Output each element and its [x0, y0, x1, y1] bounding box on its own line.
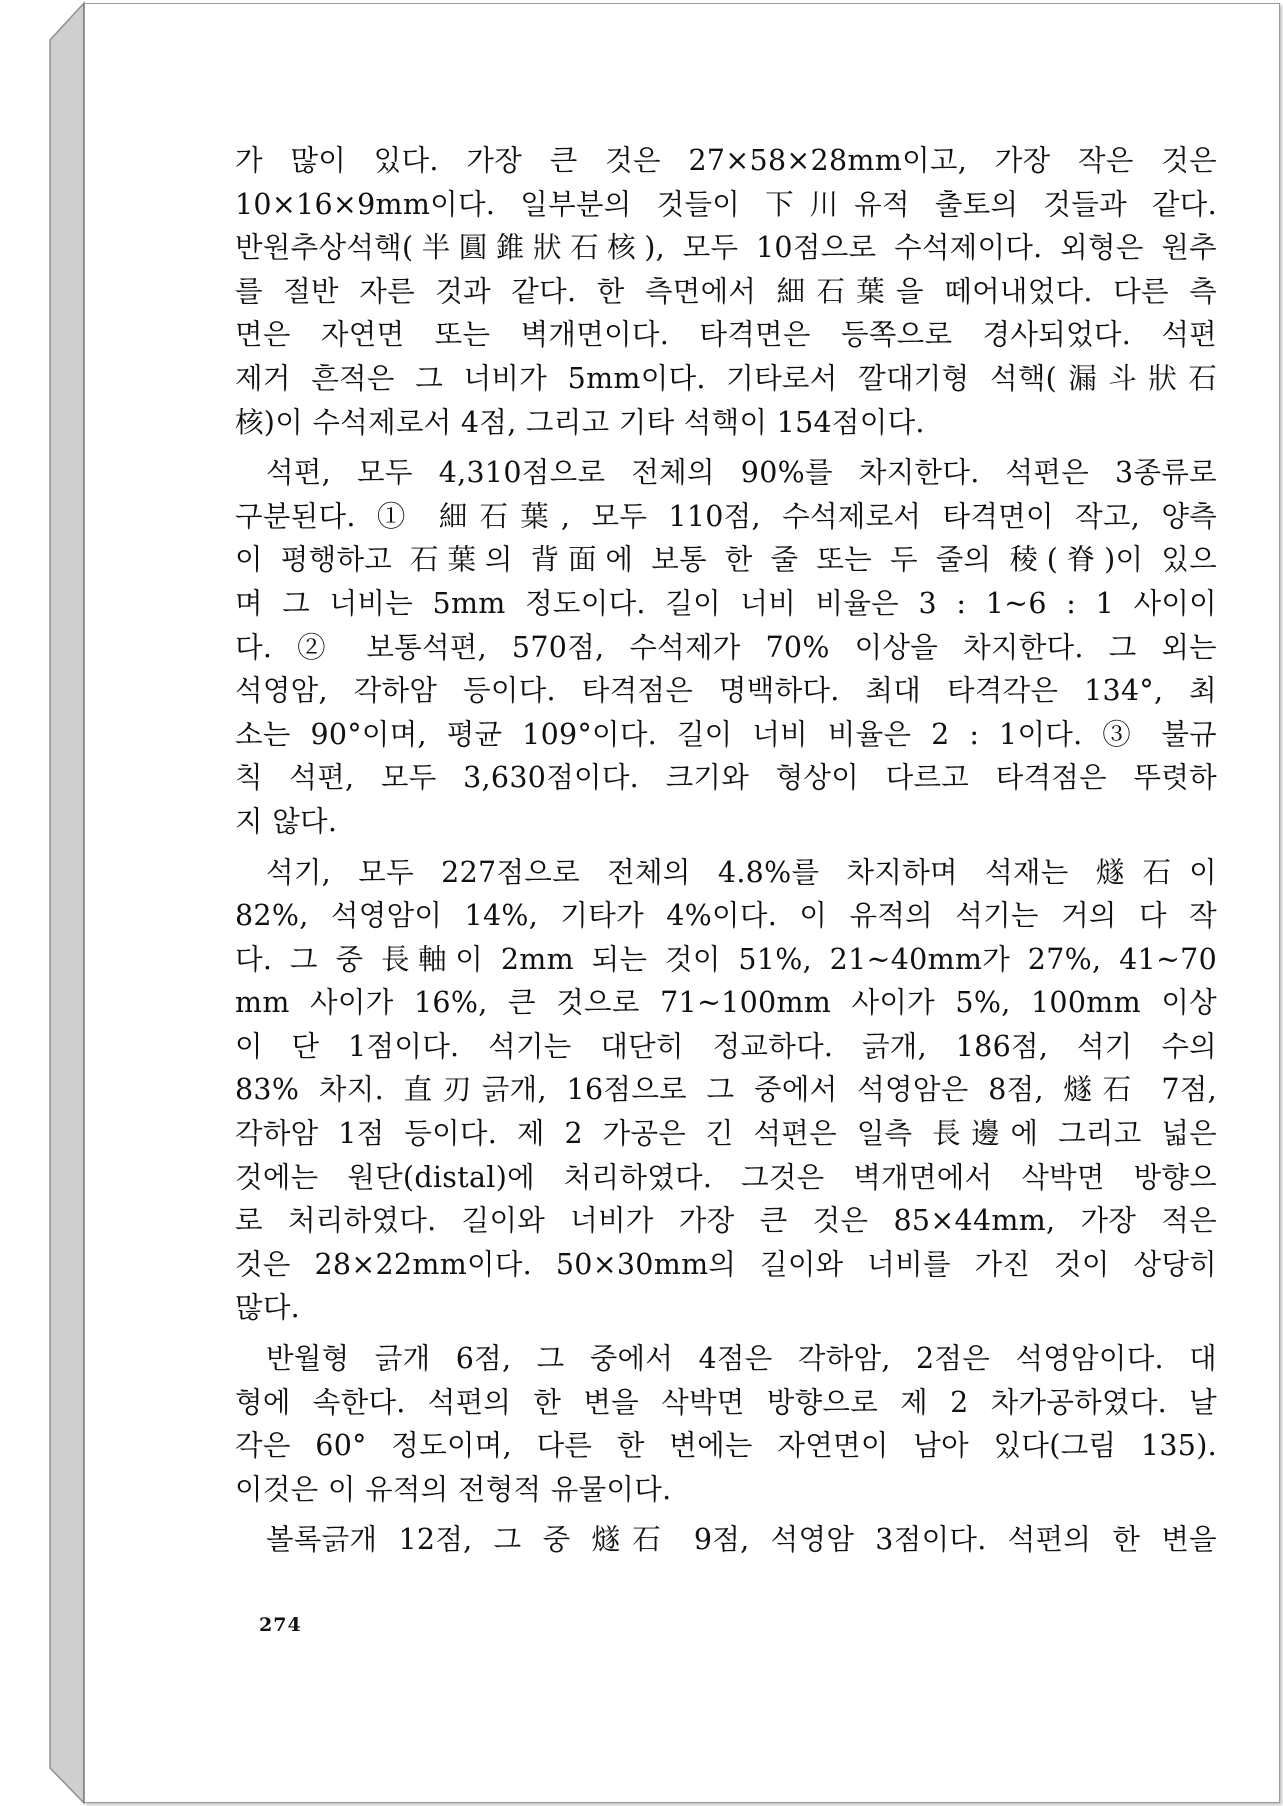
- text-line: 이 평행하고 石葉의 背面에 보통 한 줄 또는 두 줄의 稜(脊)이 있으: [235, 543, 1217, 577]
- page-number: 274: [259, 1614, 302, 1636]
- text-line: 볼록긁개 12점, 그 중 燧石 9점, 석영암 3점이다. 석편의 한 변을: [266, 1523, 1217, 1557]
- paragraph-gap: [235, 1511, 1217, 1518]
- text-line: 10×16×9mm이다. 일부분의 것들이 下川유적 출토의 것들과 같다.: [235, 187, 1217, 221]
- text-line: 면은 자연면 또는 벽개면이다. 타격면은 등쪽으로 경사되었다. 석편: [235, 318, 1217, 352]
- book-page: [84, 3, 1280, 1803]
- text-line: 반월형 긁개 6점, 그 중에서 4점은 각하암, 2점은 석영암이다. 대: [266, 1342, 1217, 1376]
- text-line: 석기, 모두 227점으로 전체의 4.8%를 차지하며 석재는 燧石이: [266, 855, 1217, 889]
- text-line: 구분된다. ① 細石葉, 모두 110점, 수석제로서 타격면이 작고, 양측: [235, 499, 1217, 533]
- text-line: 석편, 모두 4,310점으로 전체의 90%를 차지한다. 석편은 3종류로: [266, 456, 1217, 490]
- text-line: 이 단 1점이다. 석기는 대단히 정교하다. 긁개, 186점, 석기 수의: [235, 1029, 1217, 1063]
- text-line: 것은 28×22mm이다. 50×30mm의 길이와 너비를 가진 것이 상당히: [235, 1247, 1217, 1281]
- text-line: 석영암, 각하암 등이다. 타격점은 명백하다. 최대 타격각은 134°, 최: [235, 674, 1217, 708]
- text-line: 많다.: [235, 1291, 301, 1325]
- text-line: 각하암 1점 등이다. 제 2 가공은 긴 석편은 일측 長邊에 그리고 넓은: [235, 1117, 1217, 1151]
- text-line: 다. ② 보통석편, 570점, 수석제가 70% 이상을 차지한다. 그 외는: [235, 630, 1217, 664]
- text-line: 를 절반 자른 것과 같다. 한 측면에서 細石葉을 떼어내었다. 다른 측: [235, 274, 1217, 308]
- text-line: mm 사이가 16%, 큰 것으로 71~100mm 사이가 5%, 100mm 이상: [235, 986, 1217, 1020]
- text-line: 가 많이 있다. 가장 큰 것은 27×58×28mm이고, 가장 작은 것은: [235, 144, 1217, 177]
- text-line: 다. 그 중 長軸이 2mm 되는 것이 51%, 21~40mm가 27%, 41~70: [235, 942, 1217, 976]
- text-line: 核)이 수석제로서 4점, 그리고 기타 석핵이 154점이다.: [235, 405, 925, 439]
- text-line: 며 그 너비는 5mm 정도이다. 길이 너비 비율은 3 : 1~6 : 1 사이이: [235, 586, 1217, 620]
- text-line: 소는 90°이며, 평균 109°이다. 길이 너비 비율은 2 : 1이다. ③ 불규: [235, 717, 1217, 751]
- text-line: 반원추상석핵(半圓錐狀石核), 모두 10점으로 수석제이다. 외형은 원추: [235, 231, 1217, 265]
- paragraph-gap: [235, 1330, 1217, 1337]
- text-line: 칙 석편, 모두 3,630점이다. 크기와 형상이 다르고 타격점은 뚜렷하: [235, 761, 1217, 795]
- paragraph-gap: [235, 844, 1217, 851]
- text-line: 각은 60° 정도이며, 다른 한 변에는 자연면이 남아 있다(그림 135).: [235, 1429, 1217, 1463]
- paragraph-gap: [235, 444, 1217, 451]
- body-text: [235, 139, 1217, 1562]
- text-line: 형에 속한다. 석편의 한 변을 삭박면 방향으로 제 2 차가공하였다. 날: [235, 1385, 1217, 1419]
- text-line: 지 않다.: [235, 804, 338, 838]
- text-line: 제거 흔적은 그 너비가 5mm이다. 기타로서 깔대기형 석핵(漏斗狀石: [235, 361, 1217, 395]
- text-line: 로 처리하였다. 길이와 너비가 가장 큰 것은 85×44mm, 가장 적은: [235, 1204, 1217, 1238]
- text-line: 이것은 이 유적의 전형적 유물이다.: [235, 1472, 672, 1506]
- text-line: 83% 차지. 直刃긁개, 16점으로 그 중에서 석영암은 8점, 燧石 7점,: [235, 1073, 1217, 1107]
- text-line: 82%, 석영암이 14%, 기타가 4%이다. 이 유적의 석기는 거의 다 작: [235, 899, 1217, 933]
- text-line: 것에는 원단(distal)에 처리하였다. 그것은 벽개면에서 삭박면 방향으: [235, 1160, 1217, 1194]
